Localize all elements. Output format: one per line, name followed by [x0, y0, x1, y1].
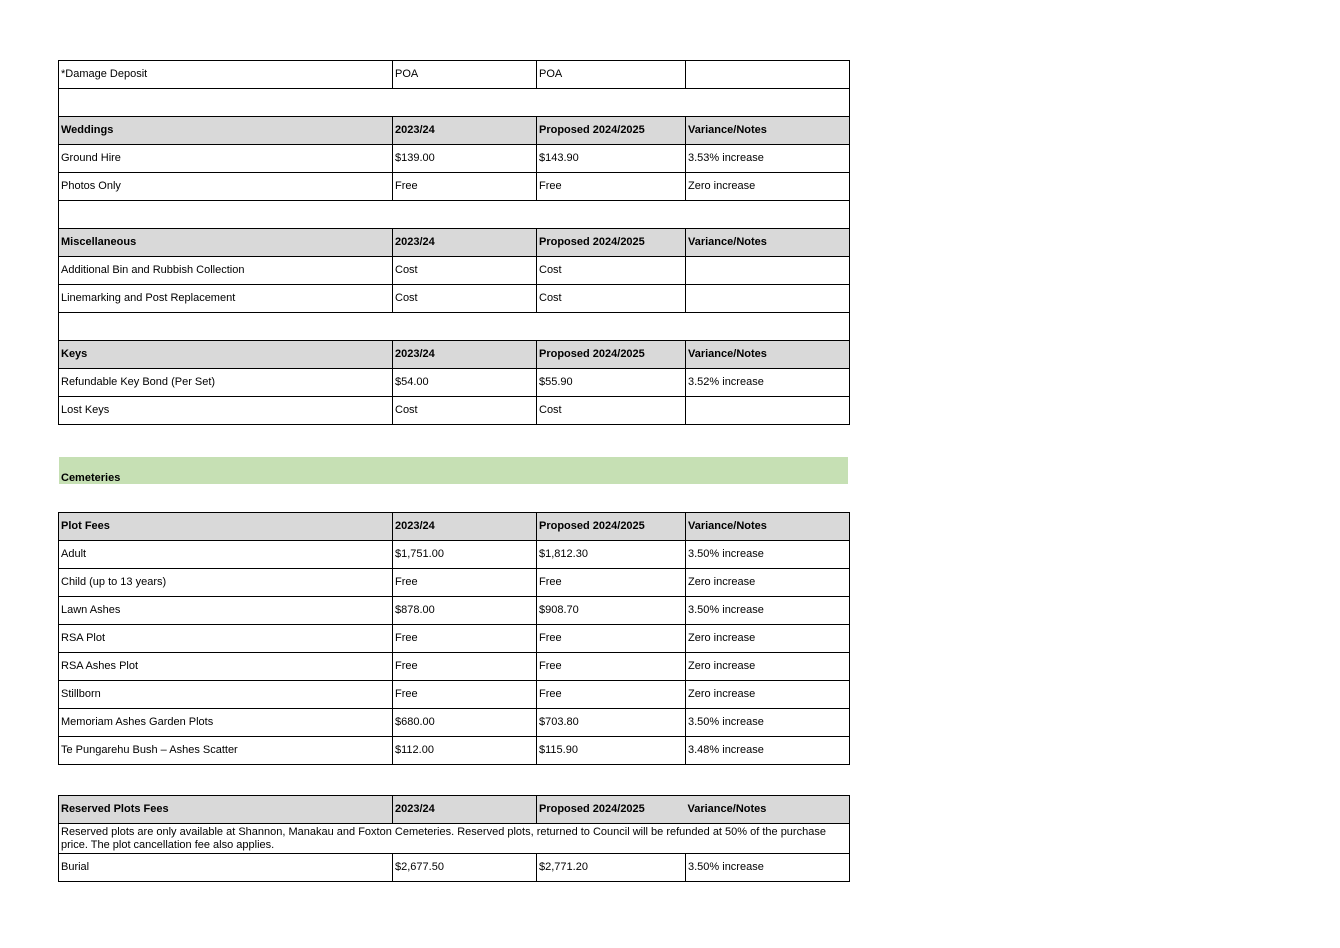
- column-header: 2023/24: [393, 117, 537, 145]
- fee-name: Burial: [59, 854, 393, 882]
- fee-variance: Zero increase: [686, 173, 850, 201]
- table-row: [59, 854, 850, 882]
- table-row: [59, 569, 850, 597]
- column-header: 2023/24: [393, 341, 537, 369]
- fee-proposed: Free: [537, 569, 686, 597]
- spacer-row: [59, 89, 850, 117]
- fee-name: Refundable Key Bond (Per Set): [59, 369, 393, 397]
- weddings-header-row: [59, 117, 850, 145]
- fee-name: Ground Hire: [59, 145, 393, 173]
- fee-variance: [686, 285, 850, 313]
- fee-variance: 3.48% increase: [686, 737, 850, 765]
- column-header: Keys: [59, 341, 393, 369]
- column-header: Variance/Notes: [686, 796, 850, 824]
- fee-name: Memoriam Ashes Garden Plots: [59, 709, 393, 737]
- fee-name: RSA Ashes Plot: [59, 653, 393, 681]
- fee-variance: [686, 61, 850, 89]
- fee-variance: 3.50% increase: [686, 854, 850, 882]
- fee-name: Stillborn: [59, 681, 393, 709]
- fees-table-top: [58, 60, 850, 425]
- keys-header-row: [59, 341, 850, 369]
- table-row: [59, 397, 850, 425]
- column-header: Proposed 2024/2025: [537, 117, 686, 145]
- fee-2023: Free: [393, 569, 537, 597]
- reserved-plots-header-row: [59, 796, 850, 824]
- column-header: Proposed 2024/2025: [537, 229, 686, 257]
- column-header: 2023/24: [393, 796, 537, 824]
- fee-2023: Cost: [393, 257, 537, 285]
- fee-2023: Free: [393, 173, 537, 201]
- column-header: Variance/Notes: [686, 229, 850, 257]
- fee-2023: $2,677.50: [393, 854, 537, 882]
- table-row: [59, 597, 850, 625]
- reserved-plots-note-row: [59, 824, 850, 854]
- fee-proposed: $2,771.20: [537, 854, 686, 882]
- table-row: [59, 257, 850, 285]
- column-header: Plot Fees: [59, 513, 393, 541]
- fee-2023: Cost: [393, 285, 537, 313]
- fee-name: Photos Only: [59, 173, 393, 201]
- fee-2023: Free: [393, 625, 537, 653]
- spacer-row: [59, 313, 850, 341]
- fee-2023: $54.00: [393, 369, 537, 397]
- fee-2023: $1,751.00: [393, 541, 537, 569]
- fee-2023: $112.00: [393, 737, 537, 765]
- fee-name: Lost Keys: [59, 397, 393, 425]
- table-row: [59, 681, 850, 709]
- fee-2023: $878.00: [393, 597, 537, 625]
- fee-name: Linemarking and Post Replacement: [59, 285, 393, 313]
- fee-proposed: $55.90: [537, 369, 686, 397]
- plot-fees-header-row: [59, 513, 850, 541]
- fee-proposed: Cost: [537, 397, 686, 425]
- fee-name: Te Pungarehu Bush – Ashes Scatter: [59, 737, 393, 765]
- column-header: Variance/Notes: [686, 117, 850, 145]
- fee-variance: 3.52% increase: [686, 369, 850, 397]
- fee-variance: 3.50% increase: [686, 597, 850, 625]
- table-row: [59, 369, 850, 397]
- fee-2023: Cost: [393, 397, 537, 425]
- column-header: 2023/24: [393, 513, 537, 541]
- fee-variance: 3.53% increase: [686, 145, 850, 173]
- table-row: [59, 61, 850, 89]
- table-row: [59, 285, 850, 313]
- fee-variance: 3.50% increase: [686, 541, 850, 569]
- fee-2023: Free: [393, 653, 537, 681]
- misc-header-row: [59, 229, 850, 257]
- column-header: Proposed 2024/2025: [537, 513, 686, 541]
- fee-variance: 3.50% increase: [686, 709, 850, 737]
- fee-proposed: Free: [537, 653, 686, 681]
- fee-proposed: POA: [537, 61, 686, 89]
- column-header: Variance/Notes: [686, 341, 850, 369]
- column-header: Proposed 2024/2025: [537, 341, 686, 369]
- table-row: [59, 709, 850, 737]
- fee-proposed: $143.90: [537, 145, 686, 173]
- table-row: [59, 653, 850, 681]
- fee-2023: $139.00: [393, 145, 537, 173]
- spacer-row: [59, 201, 850, 229]
- fee-variance: Zero increase: [686, 625, 850, 653]
- table-row: [59, 737, 850, 765]
- fee-proposed: $1,812.30: [537, 541, 686, 569]
- fee-variance: [686, 257, 850, 285]
- fee-variance: Zero increase: [686, 653, 850, 681]
- table-row: [59, 625, 850, 653]
- reserved-plots-table: [58, 795, 850, 882]
- column-header: 2023/24: [393, 229, 537, 257]
- fee-2023: Free: [393, 681, 537, 709]
- fee-2023: POA: [393, 61, 537, 89]
- table-row: [59, 541, 850, 569]
- fee-name: RSA Plot: [59, 625, 393, 653]
- plot-fees-table: [58, 512, 850, 765]
- reserved-plots-note: Reserved plots are only available at Shannon, Manakau and Foxton Cemeteries. Reserved plots, returned to Council will be refunded at 50% of the purchase price. The plot cancellation fee also applies.: [59, 824, 850, 854]
- fee-proposed: $703.80: [537, 709, 686, 737]
- fee-variance: Zero increase: [686, 681, 850, 709]
- fee-name: Adult: [59, 541, 393, 569]
- column-header: Proposed 2024/2025: [537, 796, 686, 824]
- table-row: [59, 145, 850, 173]
- fee-proposed: Free: [537, 681, 686, 709]
- fee-name: Child (up to 13 years): [59, 569, 393, 597]
- fee-name: Lawn Ashes: [59, 597, 393, 625]
- fee-name: *Damage Deposit: [59, 61, 393, 89]
- fee-proposed: Cost: [537, 285, 686, 313]
- fee-proposed: $908.70: [537, 597, 686, 625]
- fee-proposed: Cost: [537, 257, 686, 285]
- table-row: [59, 173, 850, 201]
- fee-name: Additional Bin and Rubbish Collection: [59, 257, 393, 285]
- section-title-cemeteries: Cemeteries: [59, 457, 848, 484]
- fee-proposed: Free: [537, 625, 686, 653]
- fee-variance: Zero increase: [686, 569, 850, 597]
- fee-proposed: $115.90: [537, 737, 686, 765]
- fee-2023: $680.00: [393, 709, 537, 737]
- column-header: Variance/Notes: [686, 513, 850, 541]
- fee-variance: [686, 397, 850, 425]
- column-header: Weddings: [59, 117, 393, 145]
- column-header: Reserved Plots Fees: [59, 796, 393, 824]
- fee-proposed: Free: [537, 173, 686, 201]
- column-header: Miscellaneous: [59, 229, 393, 257]
